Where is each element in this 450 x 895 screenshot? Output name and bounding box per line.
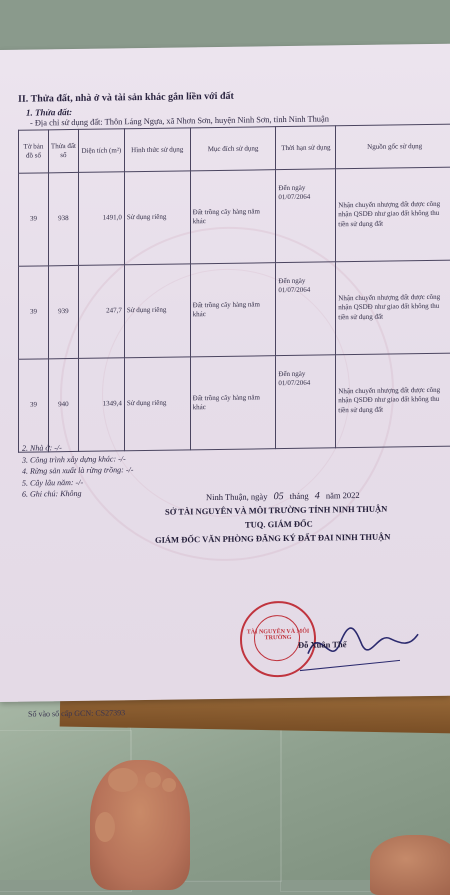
date-month-label: tháng xyxy=(290,491,309,501)
address-value: Thôn Láng Ngựa, xã Nhơn Sơn, huyện Ninh Sơn, tỉnh Ninh Thuận xyxy=(105,114,329,126)
cell-term: Đến ngày 01/07/2064 xyxy=(276,169,336,263)
cell-purpose: Đất trồng cây hàng năm khác xyxy=(190,170,276,264)
toe xyxy=(162,778,176,792)
table-header-row xyxy=(19,124,450,173)
cell-area: 247,7 xyxy=(78,265,124,359)
cell-map: 39 xyxy=(19,173,49,266)
table-row xyxy=(19,353,450,452)
registry-number: Số vào sổ cấp GCN: CS27393 xyxy=(28,708,125,718)
table-row xyxy=(19,167,450,266)
cell-map: 39 xyxy=(19,266,49,359)
cell-plot: 940 xyxy=(48,358,78,451)
cell-form: Sử dụng riêng xyxy=(124,171,190,265)
cell-origin: Nhận chuyển nhượng đất được công nhận QSDĐ như giao đất không thu tiền sử dụng đất xyxy=(336,353,450,448)
cell-plot: 939 xyxy=(48,265,78,358)
cell-purpose: Đất trồng cây hàng năm khác xyxy=(190,356,276,450)
header-use-origin: Nguồn gốc sử dụng xyxy=(336,124,450,169)
cell-map: 39 xyxy=(19,359,49,452)
note-house: 2. Nhà ở: -/- xyxy=(22,441,133,454)
note-perennial: 5. Cây lâu năm: -/- xyxy=(22,476,133,489)
cell-origin: Nhận chuyển nhượng đất được công nhận QSDĐ như giao đất không thu tiền sử dụng đất xyxy=(336,167,450,262)
toe xyxy=(108,768,138,792)
toe xyxy=(145,772,161,788)
certificate-page xyxy=(0,44,450,702)
header-use-term: Thời hạn sử dụng xyxy=(276,126,336,170)
cell-term: Đến ngày 01/07/2064 xyxy=(276,355,336,449)
note-forest: 4. Rừng sản xuất là rừng trồng: -/- xyxy=(22,464,133,477)
cell-form: Sử dụng riêng xyxy=(124,357,190,451)
header-use-form: Hình thức sử dụng xyxy=(124,128,190,172)
cell-area: 1349,4 xyxy=(78,358,124,452)
cell-form: Sử dụng riêng xyxy=(124,264,190,358)
date-prefix: Ninh Thuận, ngày xyxy=(206,491,267,502)
date-year: năm 2022 xyxy=(326,490,360,500)
table-row xyxy=(19,260,450,359)
cell-origin: Nhận chuyển nhượng đất được công nhận QSDĐ như giao đất không thu tiền sử dụng đất xyxy=(336,260,450,355)
authority-role: TUQ. GIÁM ĐỐC xyxy=(245,519,313,530)
foot-right xyxy=(370,835,450,895)
toe xyxy=(95,812,115,842)
issuing-org: SỞ TÀI NGUYÊN VÀ MÔI TRƯỜNG TỈNH NINH THUẬN xyxy=(165,504,387,517)
signing-date xyxy=(206,490,360,503)
header-use-purpose: Mục đích sử dụng xyxy=(190,127,276,171)
header-area: Diện tích (m²) xyxy=(78,129,124,173)
land-table xyxy=(18,124,450,453)
date-month: 4 xyxy=(311,490,324,501)
address-label: - Địa chỉ sử dụng đất: xyxy=(30,118,103,128)
subsection-land-plot: 1. Thửa đất: xyxy=(26,107,72,118)
cell-term: Đến ngày 01/07/2064 xyxy=(276,262,336,356)
note-remarks: 6. Ghi chú: Không xyxy=(22,487,133,500)
date-day: 05 xyxy=(270,491,288,502)
header-plot-number: Thửa đất số xyxy=(48,129,78,172)
note-other-construction: 3. Công trình xây dựng khác: -/- xyxy=(22,453,133,466)
office-role: GIÁM ĐỐC VĂN PHÒNG ĐĂNG KÝ ĐẤT ĐAI NINH THUẬN xyxy=(155,532,390,545)
header-map-sheet: Tờ bản đồ số xyxy=(19,130,49,173)
stamp-text: TÀI NGUYÊN VÀ MÔI TRƯỜNG xyxy=(242,629,314,642)
cell-plot: 938 xyxy=(48,172,78,265)
cell-area: 1491,0 xyxy=(78,172,124,266)
notes-list xyxy=(22,441,133,500)
cell-purpose: Đất trồng cây hàng năm khác xyxy=(190,263,276,357)
signer-name: Đỗ Xuân Thể xyxy=(298,639,347,650)
section-title: II. Thửa đất, nhà ở và tài sản khác gắn liền với đất xyxy=(18,91,234,105)
